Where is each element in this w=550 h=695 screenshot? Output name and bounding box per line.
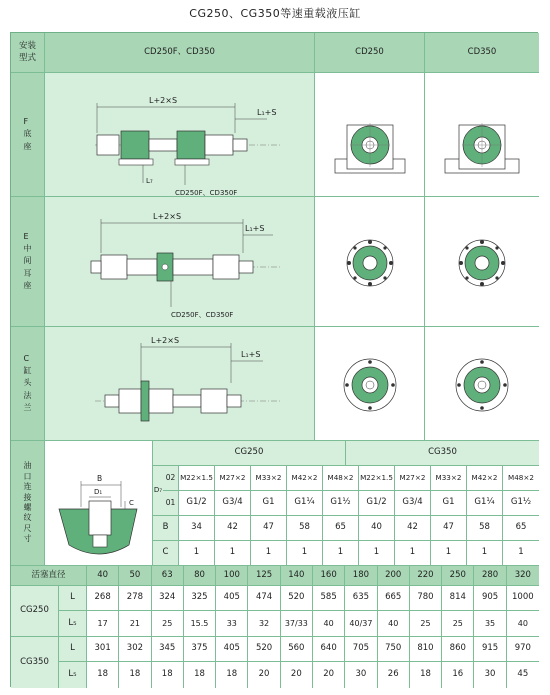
cylinder-front-view-e-cd250	[315, 197, 425, 327]
dim-l-2s-f: L+2×S	[149, 96, 178, 105]
port-code-02: 02	[163, 466, 179, 491]
port-cell: 40	[359, 516, 395, 541]
cylinder-front-view-f-cd350	[425, 73, 539, 197]
port-cell: G1	[251, 491, 287, 516]
cg350-l5-value: 26	[378, 662, 410, 688]
port-cell: M42×2	[287, 466, 323, 491]
cg350-l5-value: 18	[119, 662, 151, 688]
col-header-cd250f-cd350: CD250F、CD350	[45, 33, 315, 73]
cylinder-side-view-c	[45, 327, 315, 441]
port-section-drawing	[45, 441, 153, 566]
port-cell: 1	[467, 541, 503, 566]
dim-l1-s-f: L₁+S	[257, 108, 277, 117]
cg350-l5-value: 45	[507, 662, 539, 688]
cg350-l5-label: L₅	[59, 662, 87, 688]
port-cell: M27×2	[395, 466, 431, 491]
cg250-l-value: 405	[216, 586, 248, 611]
port-cell: M22×1.5	[179, 466, 215, 491]
cg250-l-value: 665	[378, 586, 410, 611]
port-cell: 47	[431, 516, 467, 541]
cg250-l-value: 1000	[507, 586, 539, 611]
cylinder-front-view-e-cd350	[425, 197, 539, 327]
port-cell: G1¼	[467, 491, 503, 516]
bore-value: 180	[345, 566, 377, 586]
port-cell: 47	[251, 516, 287, 541]
cg350-l5-value: 20	[313, 662, 345, 688]
cg250-l5-value: 15.5	[184, 611, 216, 637]
port-cell: 1	[323, 541, 359, 566]
port-cell: 1	[287, 541, 323, 566]
cg350-l5-value: 18	[152, 662, 184, 688]
port-cell: M42×2	[467, 466, 503, 491]
cg250-l-value: 278	[119, 586, 151, 611]
bore-value: 160	[313, 566, 345, 586]
page-title: CG250、CG350等速重载液压缸	[189, 7, 361, 20]
cg350-l-value: 640	[313, 637, 345, 662]
bore-label: 活塞直径	[11, 566, 87, 586]
port-section-label: 油 口 连 接 螺 纹 尺 寸	[11, 441, 45, 566]
port-cell: M33×2	[251, 466, 287, 491]
port-cell: M48×2	[323, 466, 359, 491]
port-cell: M22×1.5	[359, 466, 395, 491]
port-cell: G3/4	[215, 491, 251, 516]
port-cell: 1	[431, 541, 467, 566]
bore-value: 220	[410, 566, 442, 586]
col-header-cd250: CD250	[315, 33, 425, 73]
port-group-cg250: CG250	[153, 441, 346, 466]
cg250-l-value: 268	[87, 586, 119, 611]
cg350-l-value: 970	[507, 637, 539, 662]
cg250-label: CG250	[11, 586, 59, 637]
cylinder-front-view-c-cd350	[425, 327, 539, 441]
port-cell: G1/2	[179, 491, 215, 516]
port-cell: G1	[431, 491, 467, 516]
cg350-l5-value: 30	[345, 662, 377, 688]
port-cell: 58	[287, 516, 323, 541]
port-cell: M27×2	[215, 466, 251, 491]
row-label-f: F 底 座	[11, 73, 45, 197]
note-e: CD250F、CD350F	[171, 311, 234, 319]
cg250-l-value: 814	[442, 586, 474, 611]
port-cell: 1	[251, 541, 287, 566]
bore-value: 50	[119, 566, 151, 586]
bore-value: 200	[378, 566, 410, 586]
cg250-l-label: L	[59, 586, 87, 611]
cg250-l5-value: 40	[378, 611, 410, 637]
cg250-l5-value: 35	[474, 611, 506, 637]
port-d7-label: D₇	[153, 466, 163, 516]
cg250-l-value: 325	[184, 586, 216, 611]
cg350-l5-value: 30	[474, 662, 506, 688]
bore-value: 280	[474, 566, 506, 586]
drawing-c-side	[45, 327, 315, 441]
cg250-l-value: 324	[152, 586, 184, 611]
cg350-l-value: 301	[87, 637, 119, 662]
cylinder-front-view-f-cd250	[315, 73, 425, 197]
mount-type-header: 安装 型式	[11, 33, 45, 73]
cg250-l5-value: 17	[87, 611, 119, 637]
port-row-c-label: C	[153, 541, 179, 566]
port-cell: 65	[323, 516, 359, 541]
drawing-e-cd250	[315, 197, 425, 327]
port-cell: G1¼	[287, 491, 323, 516]
row-label-e: E 中 间 耳 座	[11, 197, 45, 327]
cg250-l-value: 585	[313, 586, 345, 611]
cg250-l-value: 474	[248, 586, 280, 611]
cg350-l-value: 915	[474, 637, 506, 662]
cg250-l-value: 520	[281, 586, 313, 611]
cg250-l5-value: 40	[507, 611, 539, 637]
cg250-l-value: 780	[410, 586, 442, 611]
cg250-l5-value: 25	[152, 611, 184, 637]
cg350-l5-value: 20	[281, 662, 313, 688]
cg250-l5-value: 33	[216, 611, 248, 637]
port-cell: 65	[503, 516, 539, 541]
cg250-l5-label: L₅	[59, 611, 87, 637]
dim-c: C	[129, 499, 134, 507]
cg250-l5-value: 25	[410, 611, 442, 637]
port-cell: G3/4	[395, 491, 431, 516]
port-cell: 42	[215, 516, 251, 541]
port-cell: M48×2	[503, 466, 539, 491]
drawing-f-cd350	[425, 73, 539, 197]
drawing-f-side	[45, 73, 315, 197]
drawing-e-cd350	[425, 197, 539, 327]
cg350-l-value: 810	[410, 637, 442, 662]
bore-value: 80	[184, 566, 216, 586]
port-cell: 1	[179, 541, 215, 566]
bore-value: 250	[442, 566, 474, 586]
dim-b: B	[97, 474, 103, 483]
dim-l1-s-e: L₁+S	[245, 224, 265, 233]
port-cell: 1	[503, 541, 539, 566]
cg350-l5-value: 18	[410, 662, 442, 688]
bore-value: 100	[216, 566, 248, 586]
cylinder-side-view-e	[45, 197, 315, 327]
dim-l-2s-e: L+2×S	[153, 212, 182, 221]
bore-value: 140	[281, 566, 313, 586]
cylinder-side-view-f	[45, 73, 315, 197]
cg350-l-value: 560	[281, 637, 313, 662]
cg350-l-value: 302	[119, 637, 151, 662]
cg250-l5-value: 40/37	[345, 611, 377, 637]
drawing-f-cd250	[315, 73, 425, 197]
port-cell: G1/2	[359, 491, 395, 516]
bore-value: 320	[507, 566, 539, 586]
cg350-l-value: 345	[152, 637, 184, 662]
cg350-l5-value: 18	[87, 662, 119, 688]
spec-table	[10, 32, 538, 687]
cg250-l5-value: 21	[119, 611, 151, 637]
port-row-b-label: B	[153, 516, 179, 541]
bore-value: 63	[152, 566, 184, 586]
port-code-01: 01	[163, 491, 179, 516]
cg250-l-value: 635	[345, 586, 377, 611]
port-cell: 42	[395, 516, 431, 541]
drawing-e-side	[45, 197, 315, 327]
cg350-l-value: 375	[184, 637, 216, 662]
cg350-l-value: 750	[378, 637, 410, 662]
port-drawing	[45, 441, 153, 566]
cg350-l-value: 705	[345, 637, 377, 662]
cg350-l-value: 405	[216, 637, 248, 662]
cg250-l-value: 905	[474, 586, 506, 611]
drawing-c-cd350	[425, 327, 539, 441]
cg350-l5-value: 20	[248, 662, 280, 688]
port-cell: 1	[395, 541, 431, 566]
cylinder-front-view-c-cd250	[315, 327, 425, 441]
cg250-l5-value: 32	[248, 611, 280, 637]
drawing-c-cd250	[315, 327, 425, 441]
cg350-l-value: 520	[248, 637, 280, 662]
port-cell: M33×2	[431, 466, 467, 491]
dim-l1-s-c: L₁+S	[241, 350, 261, 359]
dim-d1: D₁	[94, 488, 103, 496]
cg350-l5-value: 18	[184, 662, 216, 688]
cg350-l5-value: 18	[216, 662, 248, 688]
cg250-l5-value: 37/33	[281, 611, 313, 637]
col-header-cd350: CD350	[425, 33, 539, 73]
cg350-l5-value: 16	[442, 662, 474, 688]
port-group-cg350: CG350	[346, 441, 539, 466]
dim-l7-f: L₇	[146, 177, 153, 185]
cg250-l5-value: 25	[442, 611, 474, 637]
row-label-c: C 缸 头 法 兰	[11, 327, 45, 441]
cg250-l5-value: 40	[313, 611, 345, 637]
bore-value: 40	[87, 566, 119, 586]
port-cell: 1	[215, 541, 251, 566]
cg350-label: CG350	[11, 637, 59, 688]
port-cell: 34	[179, 516, 215, 541]
cg350-l-label: L	[59, 637, 87, 662]
dim-l-2s-c: L+2×S	[151, 336, 180, 345]
note-f: CD250F、CD350F	[175, 189, 238, 197]
cg350-l-value: 860	[442, 637, 474, 662]
port-cell: 58	[467, 516, 503, 541]
port-cell: G1½	[323, 491, 359, 516]
bore-value: 125	[248, 566, 280, 586]
port-cell: 1	[359, 541, 395, 566]
port-cell: G1½	[503, 491, 539, 516]
